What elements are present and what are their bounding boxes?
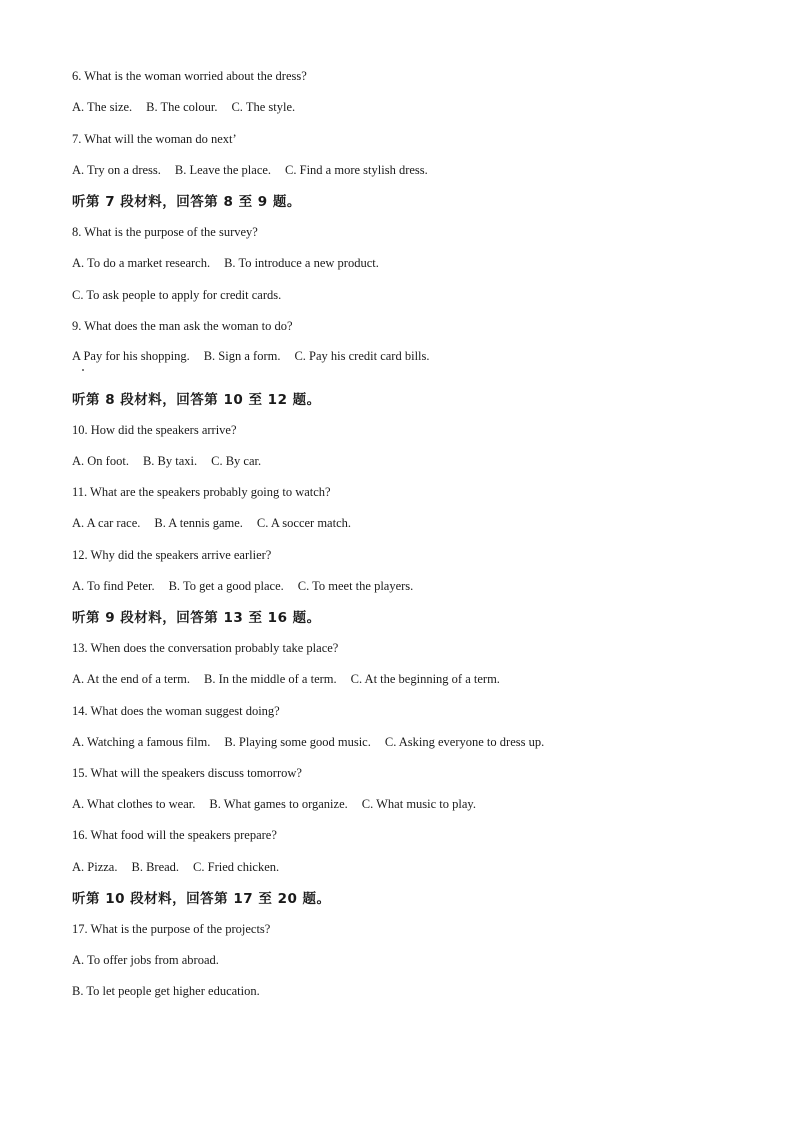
question-line: 9. What does the man ask the woman to do? [72,319,293,333]
question-line: B. To let people get higher education. [72,984,260,998]
section-heading: 听第 10 段材料，回答第 17 至 20 题。 [72,891,331,907]
question-line: A. To offer jobs from abroad. [72,953,219,967]
answer-option: B. What games to organize. [209,797,348,811]
question-line: 10. How did the speakers arrive? [72,423,237,437]
answer-option: C. Asking everyone to dress up. [384,735,545,749]
answer-option: C. What music to play. [361,797,476,811]
answer-option: C. The style. [231,100,296,114]
answer-option: A. To do a market research. [72,256,211,270]
options-line [72,734,544,750]
answer-option: C. By car. [211,454,262,468]
answer-option: C. Fried chicken. [193,860,280,874]
answer-option: A. The size. [72,100,133,114]
question-line: 6. What is the woman worried about the dress? [72,69,307,83]
answer-option: A. What clothes to wear. [72,797,196,811]
question-line: 14. What does the woman suggest doing? [72,704,280,718]
answer-option: A. Pizza. [72,860,118,874]
answer-option: B. The colour. [146,100,218,114]
section-heading: 听第 9 段材料，回答第 13 至 16 题。 [72,610,321,626]
answer-option: B. Sign a form. [203,349,281,363]
answer-option: C. At the beginning of a term. [350,672,500,686]
question-line: 15. What will the speakers discuss tomorrow? [72,766,302,780]
question-line: 12. Why did the speakers arrive earlier? [72,548,272,562]
question-line: 8. What is the purpose of the survey? [72,225,258,239]
answer-option: C. A soccer match. [256,516,351,530]
answer-option: C. To meet the players. [297,579,414,593]
answer-option: B. Bread. [131,860,180,874]
options-line [72,348,430,364]
answer-option: B. By taxi. [142,454,198,468]
answer-option: A. To find Peter. [72,579,155,593]
section-heading: 听第 8 段材料，回答第 10 至 12 题。 [72,392,321,408]
options-line [72,453,261,469]
question-line: 16. What food will the speakers prepare? [72,828,277,842]
answer-option: C. Find a more stylish dress. [285,163,428,177]
stray-mark [82,369,84,371]
options-line [72,515,351,531]
answer-option: B. Playing some good music. [224,735,371,749]
question-line: 17. What is the purpose of the projects? [72,922,271,936]
answer-option: B. Leave the place. [174,163,272,177]
options-line [72,99,295,115]
answer-option: A. Try on a dress. [72,163,161,177]
options-line [72,578,413,594]
answer-option: B. To introduce a new product. [224,256,379,270]
answer-option: A. At the end of a term. [72,672,191,686]
question-line: 11. What are the speakers probably going to watch? [72,485,331,499]
options-line [72,796,476,812]
answer-option: A. Watching a famous film. [72,735,211,749]
section-heading: 听第 7 段材料，回答第 8 至 9 题。 [72,194,301,210]
answer-option: A. On foot. [72,454,129,468]
options-line [72,255,379,271]
options-line [72,671,500,687]
answer-option: C. Pay his credit card bills. [294,349,430,363]
answer-option: A. A car race. [72,516,141,530]
answer-option: B. To get a good place. [168,579,284,593]
options-line [72,162,428,178]
options-line [72,859,279,875]
question-line: C. To ask people to apply for credit cards. [72,288,282,302]
question-line: 13. When does the conversation probably take place? [72,641,339,655]
answer-option: B. A tennis game. [154,516,243,530]
answer-option: B. In the middle of a term. [204,672,337,686]
answer-option: A Pay for his shopping. [72,349,190,363]
question-line: 7. What will the woman do next’ [72,132,237,146]
